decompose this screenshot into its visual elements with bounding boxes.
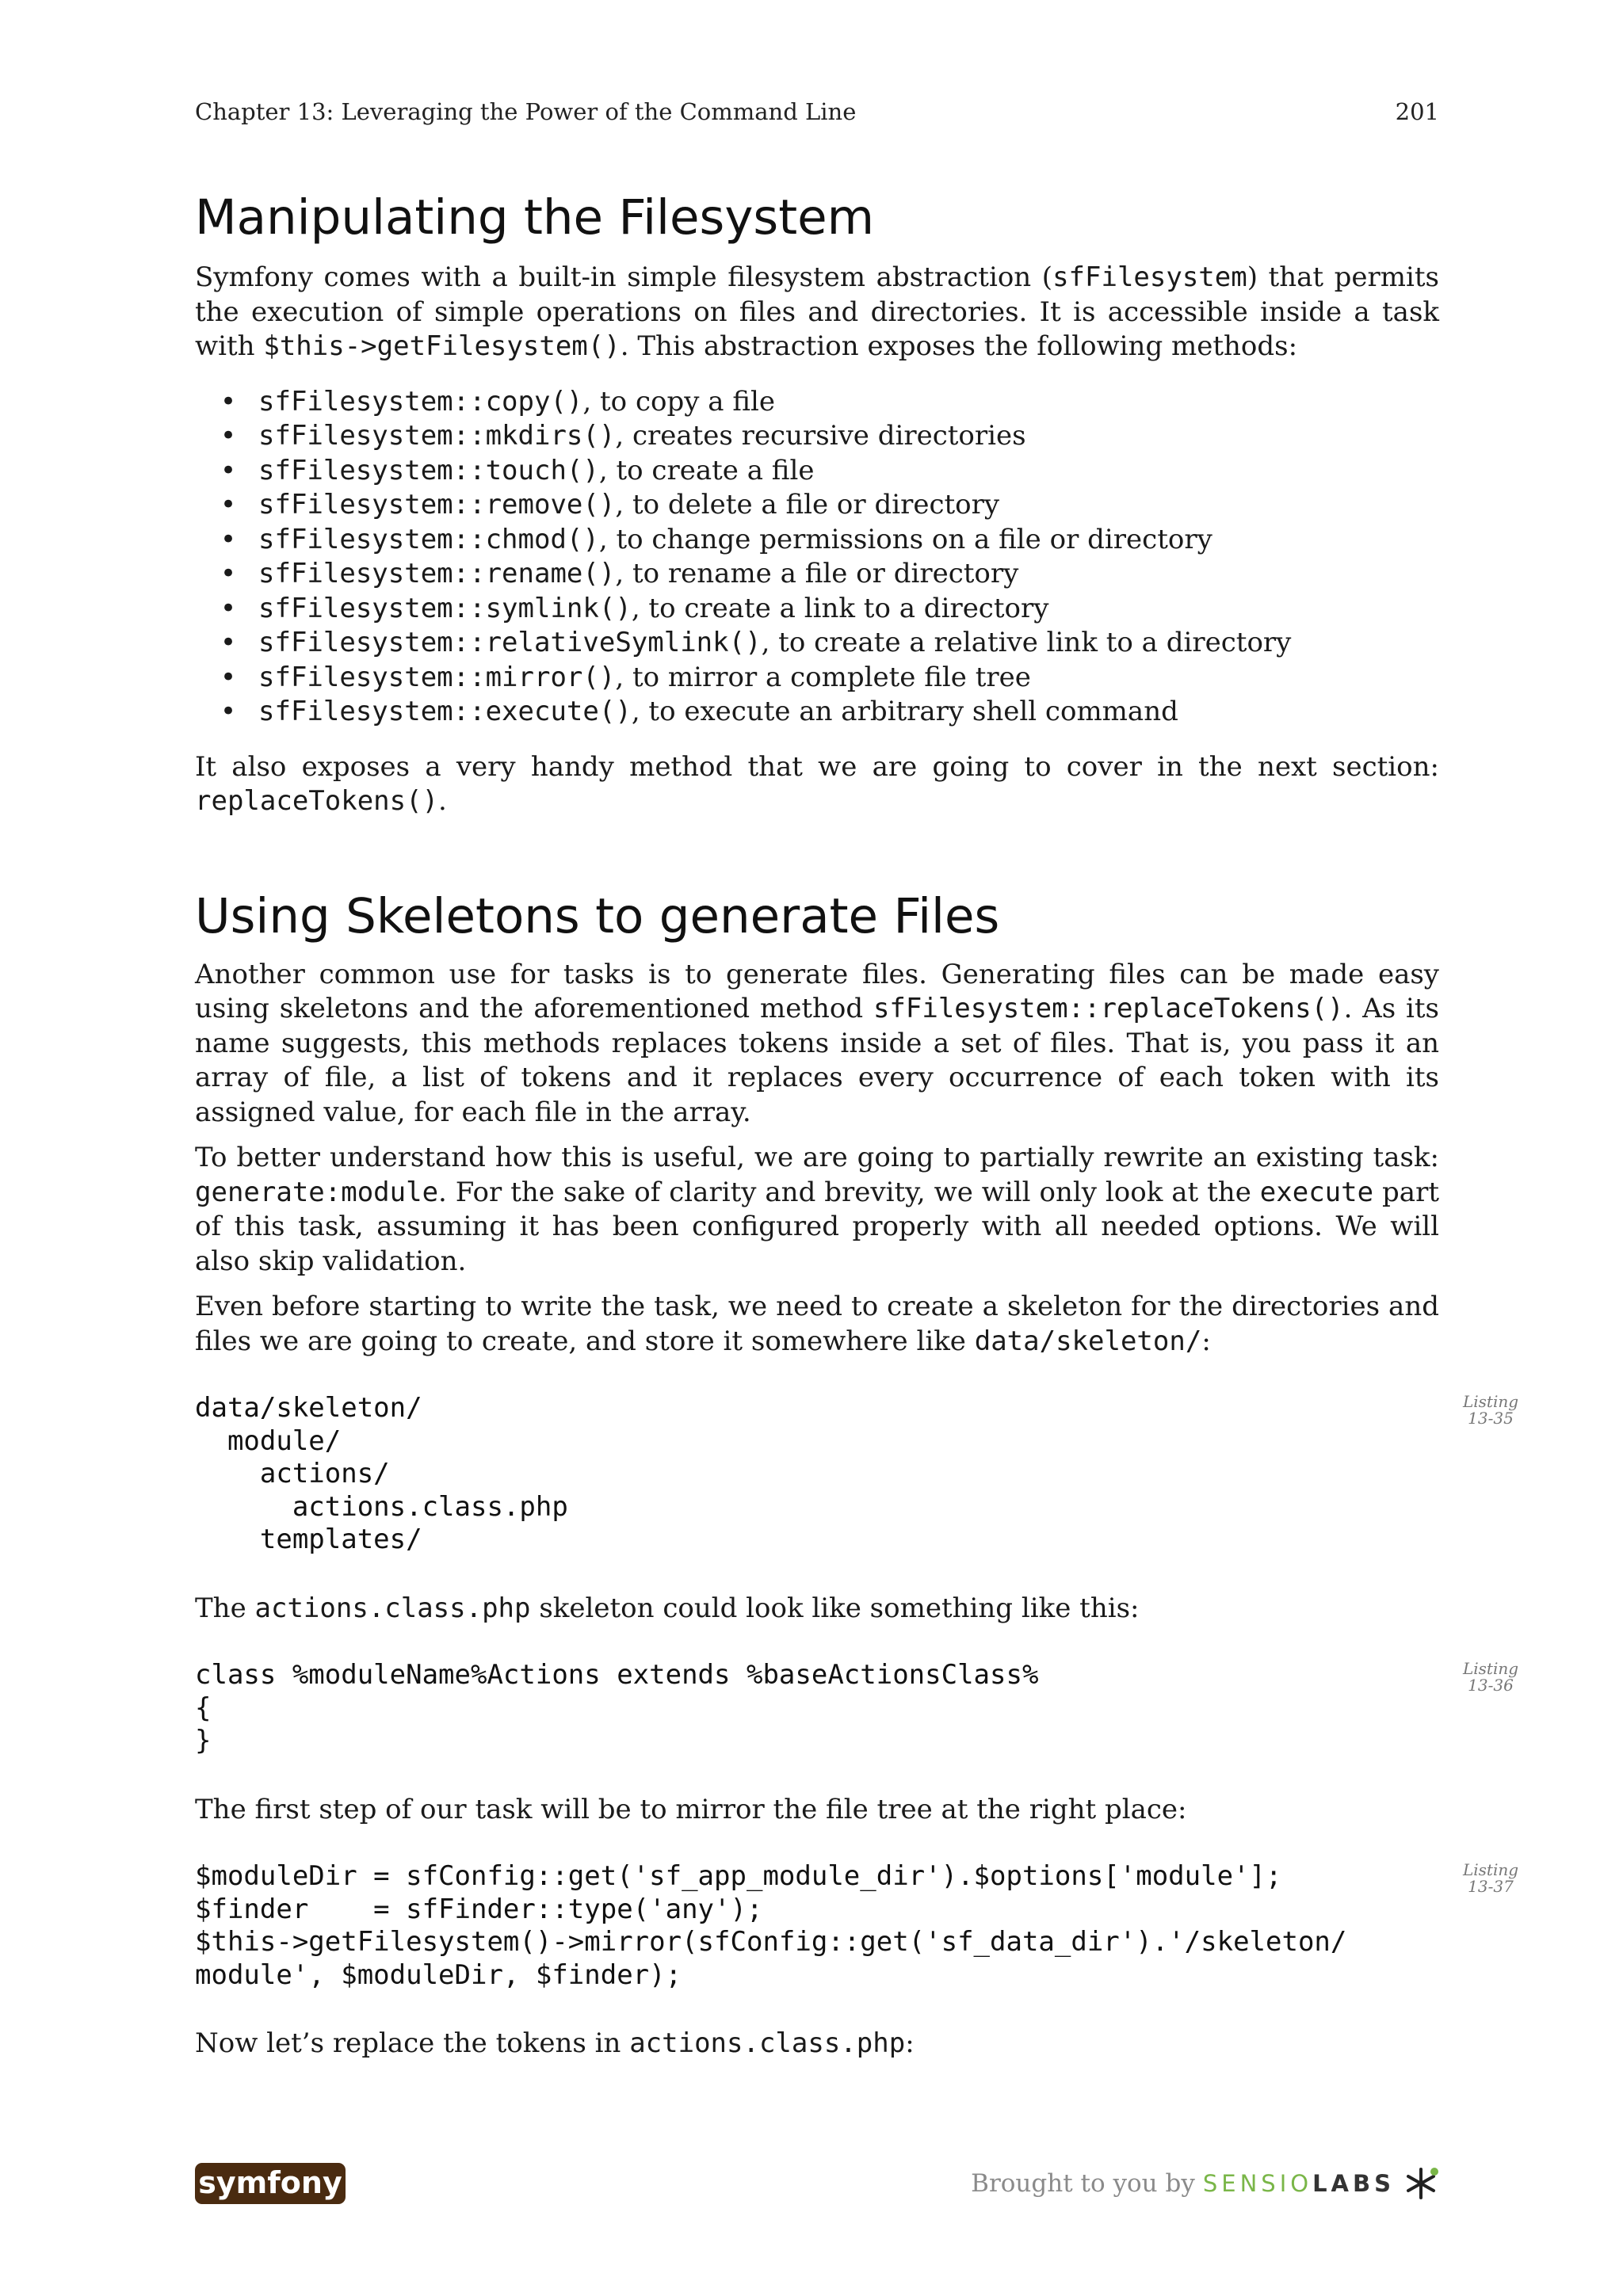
brought-by-text: Brought to you by <box>971 2169 1195 2198</box>
page-footer <box>0 2155 1623 2210</box>
code-text: data/skeleton/ module/ actions/ actions.class.php templates/ <box>195 1392 568 1556</box>
labs-wordmark: LABS <box>1312 2170 1395 2197</box>
paragraph-intro: Symfony comes with a built-in simple filesystem abstraction (sfFilesystem) that permits the execution of simple operations on files and directories. It is accessible inside a task with $this->getFilesystem(). This abstraction exposes the following methods: <box>195 261 1439 363</box>
method-list <box>195 385 1439 730</box>
paragraph: The first step of our task will be to mirror the file tree at the right place: <box>195 1793 1187 1825</box>
listing-label: Listing 13-36 <box>1462 1659 1519 1695</box>
list-item: • sfFilesystem::relativeSymlink(), to create a relative link to a directory <box>258 626 1439 661</box>
list-item: • sfFilesystem::symlink(), to create a link to a directory <box>258 592 1439 627</box>
symfony-logo: symfony <box>195 2163 346 2204</box>
paragraph-also: It also exposes a very handy method that we are going to cover in the next section: replaceTokens(). <box>195 750 1439 818</box>
sensiolabs-logo-icon <box>1403 2165 1439 2202</box>
paragraph: To better understand how this is useful, we are going to partially rewrite an existing task: generate:module. For the sake of clarity and brevity, we will only look at the execute part of this task, assuming it has been configured properly with all needed options. We will also skip validation. <box>195 1142 1439 1277</box>
list-item: • sfFilesystem::touch(), to create a file <box>258 454 1439 489</box>
paragraph: Even before starting to write the task, we need to create a skeleton for the directories and files we are going to create, and store it somewhere like data/skeleton/: <box>195 1291 1439 1357</box>
inline-code: execute <box>1259 1176 1374 1208</box>
listing-label: Listing 13-35 <box>1462 1392 1519 1428</box>
inline-code: sfFilesystem::replaceTokens() <box>873 993 1344 1025</box>
code-listing-13-37 <box>195 1860 1519 1992</box>
inline-code: replaceTokens() <box>195 785 439 818</box>
code-listing-13-36 <box>195 1659 1519 1758</box>
paragraph: Another common use for tasks is to generate files. Generating files can be made easy using skeletons and the aforementioned method sfFilesystem::replaceTokens(). As its name suggests, this methods replaces tokens inside a set of files. That is, you pass it an array of file, a list of tokens and it replaces every occurrence of each token with its assigned value, for each file in the array. <box>195 958 1439 1128</box>
inline-code: actions.class.php <box>254 1592 531 1624</box>
inline-code: actions.class.php <box>629 2027 906 2060</box>
section-heading-skeletons: Using Skeletons to generate Files <box>195 887 1000 944</box>
paragraph: Now let’s replace the tokens in actions.class.php: <box>195 2027 915 2060</box>
code-text: $moduleDir = sfConfig::get('sf_app_module_dir').$options['module']; $finder = sfFinder::type('any'); $this->getFilesystem()->mirror(sfConfig::get('sf_data_dir').'/skeleton/ module', $moduleDir, $finder); <box>195 1860 1347 1991</box>
running-header <box>195 98 1439 130</box>
list-item: • sfFilesystem::chmod(), to change permissions on a file or directory <box>258 523 1439 558</box>
code-text: class %moduleName%Actions extends %baseActionsClass% { } <box>195 1659 1039 1757</box>
list-item: • sfFilesystem::remove(), to delete a file or directory <box>258 488 1439 523</box>
list-item: • sfFilesystem::rename(), to rename a file or directory <box>258 557 1439 592</box>
chapter-title: Chapter 13: Leveraging the Power of the Command Line <box>195 98 857 125</box>
page-body <box>195 189 1519 2061</box>
inline-code: data/skeleton/ <box>974 1325 1202 1357</box>
inline-code: generate:module <box>195 1176 439 1208</box>
list-item: • sfFilesystem::copy(), to copy a file <box>258 385 1439 420</box>
code-listing-13-35 <box>195 1392 1519 1557</box>
inline-code: $this->getFilesystem() <box>263 330 621 363</box>
sensio-wordmark: SENSIO <box>1202 2170 1313 2197</box>
list-item: • sfFilesystem::mirror(), to mirror a complete file tree <box>258 661 1439 696</box>
inline-code: sfFilesystem <box>1052 261 1247 294</box>
list-item: • sfFilesystem::mkdirs(), creates recursive directories <box>258 419 1439 454</box>
page-number: 201 <box>1395 98 1439 125</box>
sponsor-credit <box>971 2166 1439 2201</box>
list-item: • sfFilesystem::execute(), to execute an arbitrary shell command <box>258 695 1439 730</box>
listing-label: Listing 13-37 <box>1462 1860 1519 1897</box>
paragraph: The actions.class.php skeleton could look like something like this: <box>195 1592 1140 1624</box>
section-heading-filesystem: Manipulating the Filesystem <box>195 189 875 246</box>
